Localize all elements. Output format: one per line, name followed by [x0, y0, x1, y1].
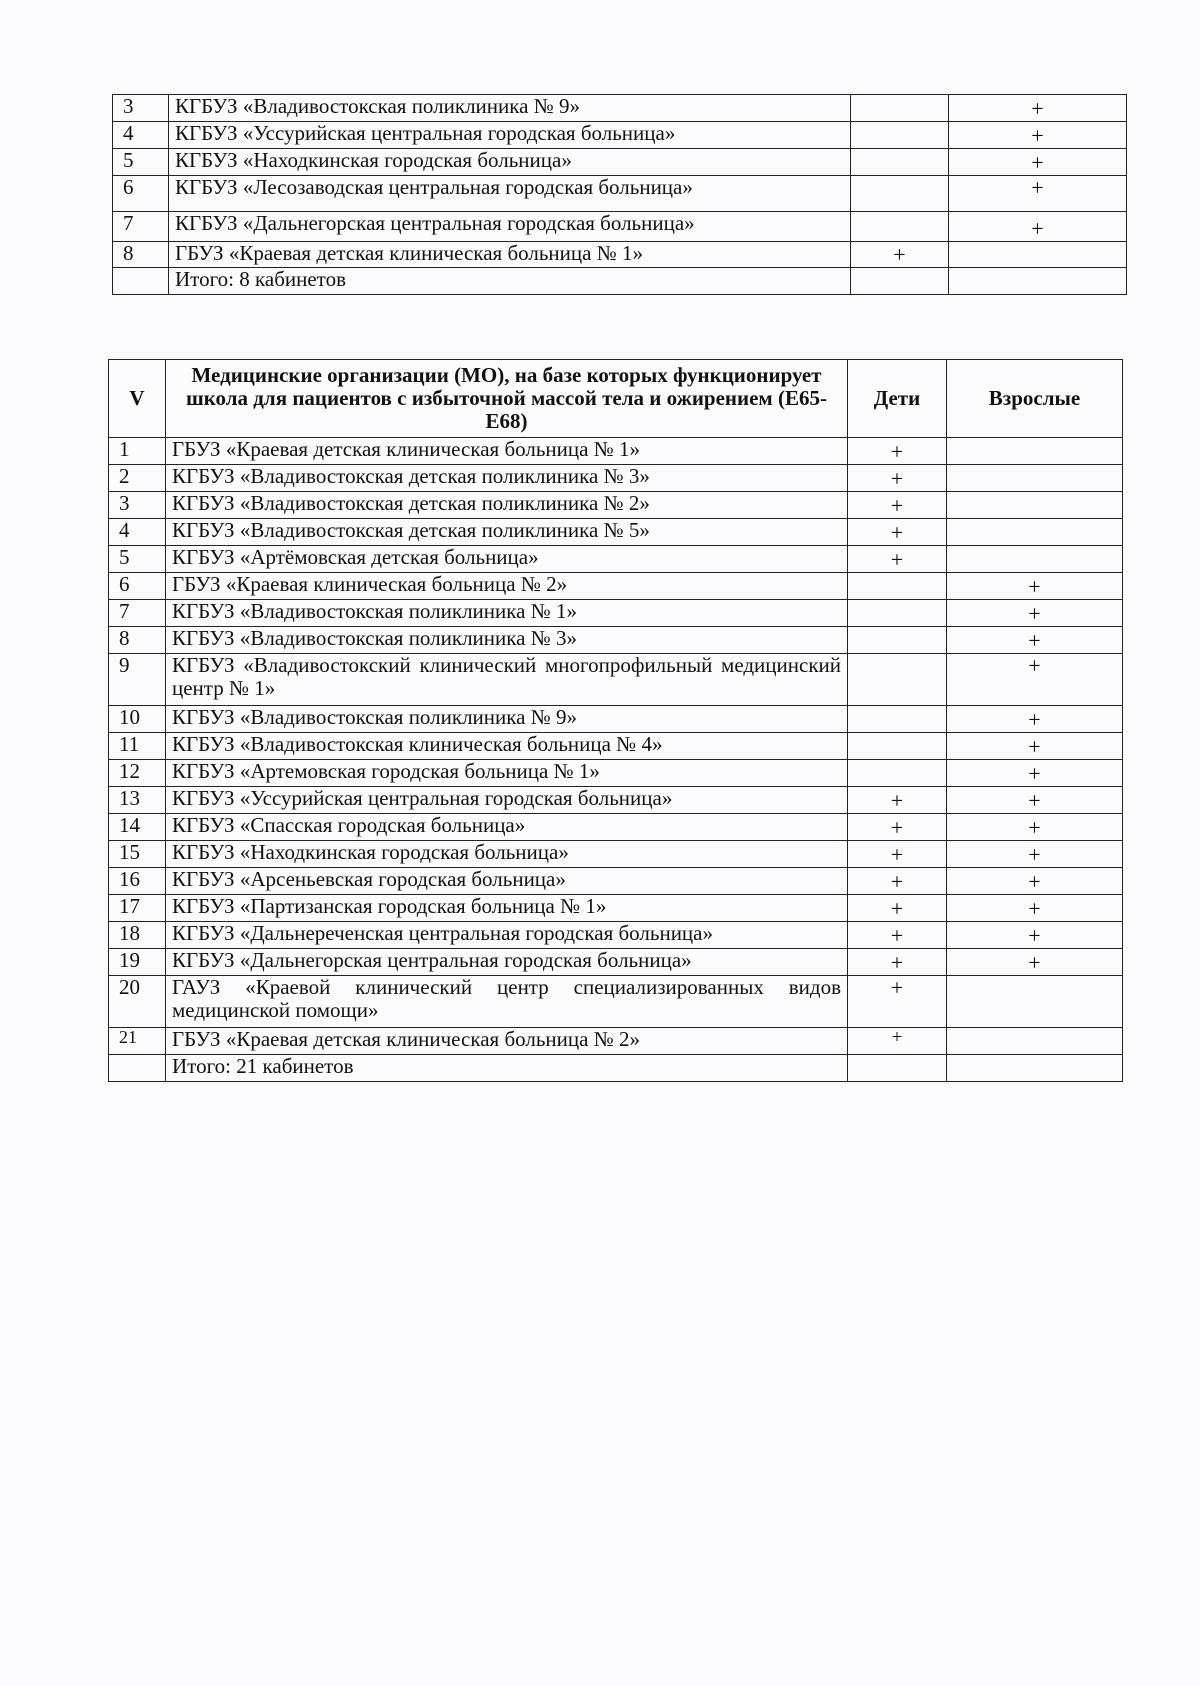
- children-mark: [851, 212, 949, 242]
- row-number: 4: [109, 519, 166, 546]
- row-number: 19: [109, 949, 166, 976]
- children-mark: [848, 627, 947, 654]
- children-mark: +: [848, 922, 947, 949]
- header-adults: Взрослые: [947, 360, 1123, 438]
- table-row: [113, 242, 1127, 268]
- children-mark: +: [848, 841, 947, 868]
- adults-mark: [947, 546, 1123, 573]
- organization-name: КГБУЗ «Уссурийская центральная городская больница»: [169, 122, 851, 149]
- children-mark: +: [848, 1028, 947, 1055]
- adults-mark: +: [947, 922, 1123, 949]
- row-number: 15: [109, 841, 166, 868]
- table-row: [113, 176, 1127, 212]
- adults-mark: +: [949, 149, 1127, 176]
- row-number: 10: [109, 706, 166, 733]
- adults-mark: +: [949, 176, 1127, 212]
- table-row: [109, 895, 1123, 922]
- row-number: 5: [109, 546, 166, 573]
- children-mark: [848, 654, 947, 706]
- organization-name: КГБУЗ «Дальнегорская центральная городская больница»: [166, 949, 848, 976]
- obesity-school-table: [108, 359, 1123, 1082]
- table-row: [109, 814, 1123, 841]
- adults-mark: +: [947, 895, 1123, 922]
- row-number: [109, 1055, 166, 1082]
- children-mark: +: [848, 976, 947, 1028]
- organization-name: КГБУЗ «Находкинская городская больница»: [166, 841, 848, 868]
- row-number: 8: [109, 627, 166, 654]
- organization-name: КГБУЗ «Владивостокская поликлиника № 9»: [169, 95, 851, 122]
- organization-name: КГБУЗ «Владивостокская детская поликлиника № 5»: [166, 519, 848, 546]
- table-row: [109, 733, 1123, 760]
- children-mark: +: [848, 546, 947, 573]
- organization-name: КГБУЗ «Владивостокская поликлиника № 9»: [166, 706, 848, 733]
- adults-mark: +: [947, 841, 1123, 868]
- row-number: 18: [109, 922, 166, 949]
- table-row: [109, 706, 1123, 733]
- adults-mark: [947, 1028, 1123, 1055]
- adults-mark: +: [947, 706, 1123, 733]
- children-mark: [851, 122, 949, 149]
- continued-table-body: [113, 95, 1127, 295]
- table-header: [109, 360, 1123, 438]
- table-row: [109, 573, 1123, 600]
- table-row: [109, 492, 1123, 519]
- adults-mark: +: [949, 122, 1127, 149]
- children-mark: [851, 268, 949, 295]
- row-number: 4: [113, 122, 169, 149]
- row-number: 8: [113, 242, 169, 268]
- adults-mark: [947, 519, 1123, 546]
- adults-mark: +: [947, 573, 1123, 600]
- table-row: [109, 546, 1123, 573]
- row-number: 6: [113, 176, 169, 212]
- row-number: 2: [109, 465, 166, 492]
- adults-mark: +: [947, 733, 1123, 760]
- organization-name: КГБУЗ «Арсеньевская городская больница»: [166, 868, 848, 895]
- row-number: 7: [113, 212, 169, 242]
- adults-mark: [947, 492, 1123, 519]
- row-number: 20: [109, 976, 166, 1028]
- organization-name: КГБУЗ «Уссурийская центральная городская больница»: [166, 787, 848, 814]
- table-row: [109, 465, 1123, 492]
- adults-mark: +: [947, 949, 1123, 976]
- row-number: 6: [109, 573, 166, 600]
- organization-name: КГБУЗ «Владивостокская детская поликлиника № 3»: [166, 465, 848, 492]
- children-mark: [848, 760, 947, 787]
- row-number: 9: [109, 654, 166, 706]
- organization-name: КГБУЗ «Спасская городская больница»: [166, 814, 848, 841]
- header-children: Дети: [848, 360, 947, 438]
- table-row: [113, 149, 1127, 176]
- children-mark: [848, 1055, 947, 1082]
- continued-table: [112, 94, 1127, 295]
- children-mark: [851, 95, 949, 122]
- adults-mark: +: [947, 787, 1123, 814]
- total-label: Итого: 8 кабинетов: [169, 268, 851, 295]
- adults-mark: [949, 268, 1127, 295]
- table-row: [109, 627, 1123, 654]
- table-row: [109, 949, 1123, 976]
- table-row: [109, 1055, 1123, 1082]
- table-row: [113, 95, 1127, 122]
- table-row: [109, 438, 1123, 465]
- children-mark: [848, 573, 947, 600]
- table-row: [109, 868, 1123, 895]
- children-mark: +: [848, 519, 947, 546]
- row-number: 21: [109, 1028, 166, 1055]
- children-mark: +: [848, 465, 947, 492]
- organization-name: ГАУЗ «Краевой клинический центр специализированных видов медицинской помощи»: [166, 976, 848, 1028]
- adults-mark: +: [947, 760, 1123, 787]
- children-mark: +: [848, 895, 947, 922]
- table-row: [109, 519, 1123, 546]
- table-row: [109, 922, 1123, 949]
- children-mark: +: [848, 438, 947, 465]
- adults-mark: +: [949, 95, 1127, 122]
- table-row: [113, 122, 1127, 149]
- table-row: [109, 787, 1123, 814]
- adults-mark: [947, 976, 1123, 1028]
- children-mark: +: [848, 868, 947, 895]
- children-mark: +: [848, 814, 947, 841]
- children-mark: [851, 149, 949, 176]
- adults-mark: +: [949, 212, 1127, 242]
- organization-name: КГБУЗ «Владивостокская клиническая больница № 4»: [166, 733, 848, 760]
- children-mark: [848, 600, 947, 627]
- header-row: [109, 360, 1123, 438]
- organization-name: КГБУЗ «Артемовская городская больница № 1»: [166, 760, 848, 787]
- table-row: [109, 976, 1123, 1028]
- organization-name: ГБУЗ «Краевая детская клиническая больница № 1»: [169, 242, 851, 268]
- organization-name: ГБУЗ «Краевая детская клиническая больница № 1»: [166, 438, 848, 465]
- organization-name: КГБУЗ «Дальнегорская центральная городская больница»: [169, 212, 851, 242]
- organization-name: ГБУЗ «Краевая детская клиническая больница № 2»: [166, 1028, 848, 1055]
- organization-name: КГБУЗ «Владивостокская поликлиника № 1»: [166, 600, 848, 627]
- row-number: 3: [109, 492, 166, 519]
- children-mark: [848, 706, 947, 733]
- table-row: [109, 600, 1123, 627]
- adults-mark: +: [947, 600, 1123, 627]
- table-row: [113, 268, 1127, 295]
- adults-mark: +: [947, 868, 1123, 895]
- table-row: [109, 1028, 1123, 1055]
- children-mark: +: [848, 492, 947, 519]
- obesity-school-table-body: [109, 438, 1123, 1082]
- organization-name: КГБУЗ «Владивостокская детская поликлиника № 2»: [166, 492, 848, 519]
- organization-name: КГБУЗ «Находкинская городская больница»: [169, 149, 851, 176]
- table-row: [109, 654, 1123, 706]
- organization-name: КГБУЗ «Партизанская городская больница № 1»: [166, 895, 848, 922]
- row-number: 7: [109, 600, 166, 627]
- row-number: 16: [109, 868, 166, 895]
- children-mark: [851, 176, 949, 212]
- adults-mark: +: [947, 814, 1123, 841]
- table-row: [113, 212, 1127, 242]
- organization-name: КГБУЗ «Владивостокская поликлиника № 3»: [166, 627, 848, 654]
- header-number: V: [109, 360, 166, 438]
- table-row: [109, 760, 1123, 787]
- adults-mark: +: [947, 627, 1123, 654]
- row-number: 13: [109, 787, 166, 814]
- row-number: 11: [109, 733, 166, 760]
- total-label: Итого: 21 кабинетов: [166, 1055, 848, 1082]
- row-number: 3: [113, 95, 169, 122]
- adults-mark: +: [947, 654, 1123, 706]
- children-mark: [848, 733, 947, 760]
- organization-name: КГБУЗ «Дальнереченская центральная городская больница»: [166, 922, 848, 949]
- adults-mark: [949, 242, 1127, 268]
- adults-mark: [947, 465, 1123, 492]
- adults-mark: [947, 438, 1123, 465]
- organization-name: ГБУЗ «Краевая клиническая больница № 2»: [166, 573, 848, 600]
- row-number: 5: [113, 149, 169, 176]
- table-row: [109, 841, 1123, 868]
- children-mark: +: [848, 787, 947, 814]
- row-number: [113, 268, 169, 295]
- row-number: 1: [109, 438, 166, 465]
- row-number: 12: [109, 760, 166, 787]
- organization-name: КГБУЗ «Лесозаводская центральная городская больница»: [169, 176, 851, 212]
- row-number: 14: [109, 814, 166, 841]
- adults-mark: [947, 1055, 1123, 1082]
- header-organization: Медицинские организации (МО), на базе которых функционирует школа для пациентов с избыточной массой тела и ожирением (E65-E68): [166, 360, 848, 438]
- organization-name: КГБУЗ «Владивостокский клинический многопрофильный медицинский центр № 1»: [166, 654, 848, 706]
- row-number: 17: [109, 895, 166, 922]
- children-mark: +: [848, 949, 947, 976]
- children-mark: +: [851, 242, 949, 268]
- organization-name: КГБУЗ «Артёмовская детская больница»: [166, 546, 848, 573]
